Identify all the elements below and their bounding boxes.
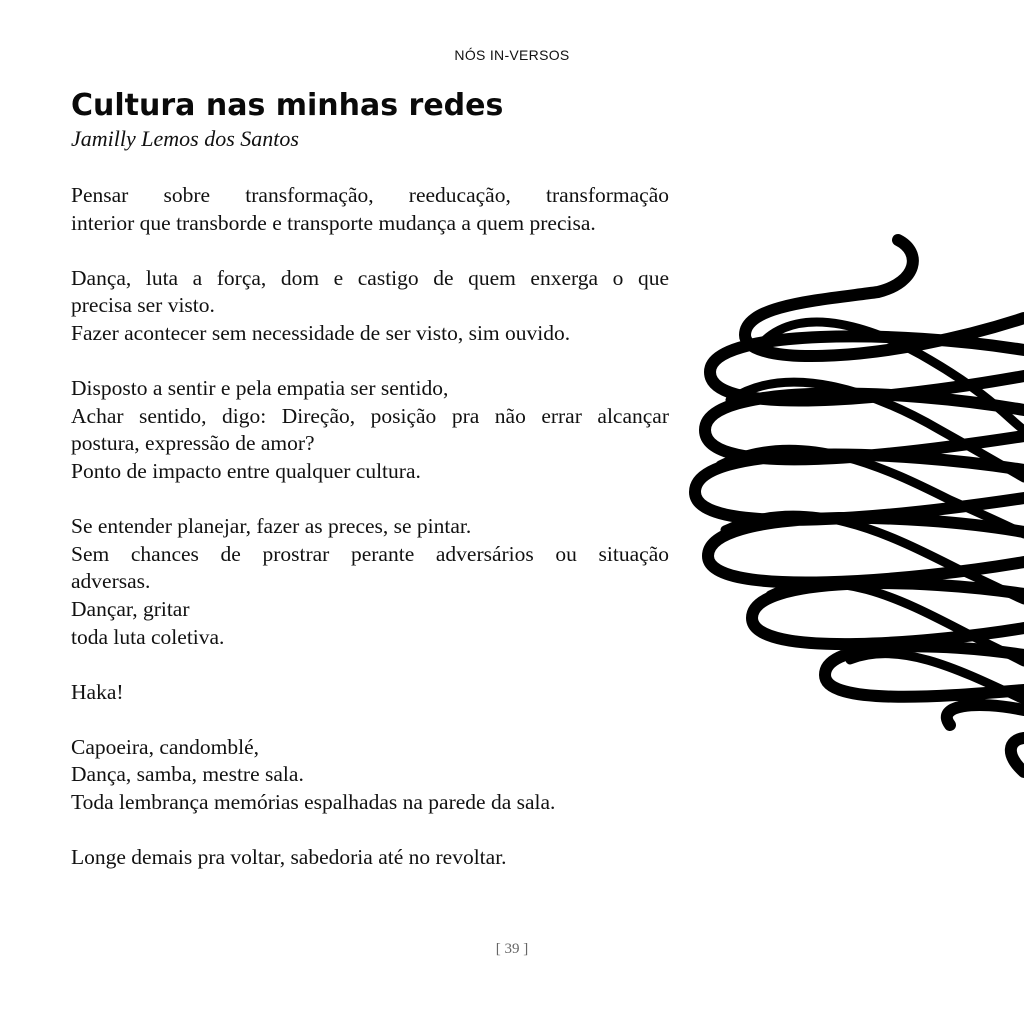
page-number: [ 39 ] — [495, 941, 529, 957]
poem-line: precisa ser visto. — [71, 293, 215, 318]
scribble-ornament-icon — [660, 225, 1024, 785]
poem-line: adversas. — [71, 569, 151, 594]
poem-line: Sem chances de prostrar perante adversários ou situação — [71, 541, 669, 566]
poem-line: Disposto a sentir e pela empatia ser sentido, — [71, 376, 449, 401]
poem-line: Dança, samba, mestre sala. — [71, 762, 304, 787]
stanza-1 — [71, 182, 669, 237]
stanza-2 — [71, 265, 669, 348]
poem-line: Capoeira, candomblé, — [71, 734, 260, 759]
poem-line: Achar sentido, digo: Direção, posição pra não errar alcançar — [71, 403, 669, 428]
poem-line: Fazer acontecer sem necessidade de ser visto, sim ouvido. — [71, 320, 571, 345]
poem-line: Ponto de impacto entre qualquer cultura. — [71, 458, 421, 483]
stanza-6 — [71, 734, 669, 817]
poem-line: Pensar sobre transformação, reeducação, transformação — [71, 183, 669, 207]
poem-title: Cultura nas minhas redes — [71, 88, 504, 123]
poem-line: Haka! — [71, 679, 124, 704]
poem-line: Longe demais pra voltar, sabedoria até no revoltar. — [71, 845, 507, 870]
running-header: NÓS IN-VERSOS — [454, 47, 570, 63]
stanza-5 — [71, 679, 669, 707]
poem-line: Dança, luta a força, dom e castigo de quem enxerga o que — [71, 265, 669, 290]
stanza-4 — [71, 513, 669, 651]
poem-body — [71, 182, 669, 899]
poem-line: postura, expressão de amor? — [71, 431, 315, 456]
poem-author: Jamilly Lemos dos Santos — [71, 126, 299, 151]
poem-line: interior que transborde e transporte mudança a quem precisa. — [71, 210, 596, 235]
poem-line: toda luta coletiva. — [71, 624, 225, 649]
poem-line: Se entender planejar, fazer as preces, se pintar. — [71, 514, 472, 539]
stanza-7 — [71, 844, 669, 872]
poem-line: Toda lembrança memórias espalhadas na parede da sala. — [71, 790, 556, 815]
stanza-3 — [71, 375, 669, 485]
poem-line: Dançar, gritar — [71, 596, 190, 621]
